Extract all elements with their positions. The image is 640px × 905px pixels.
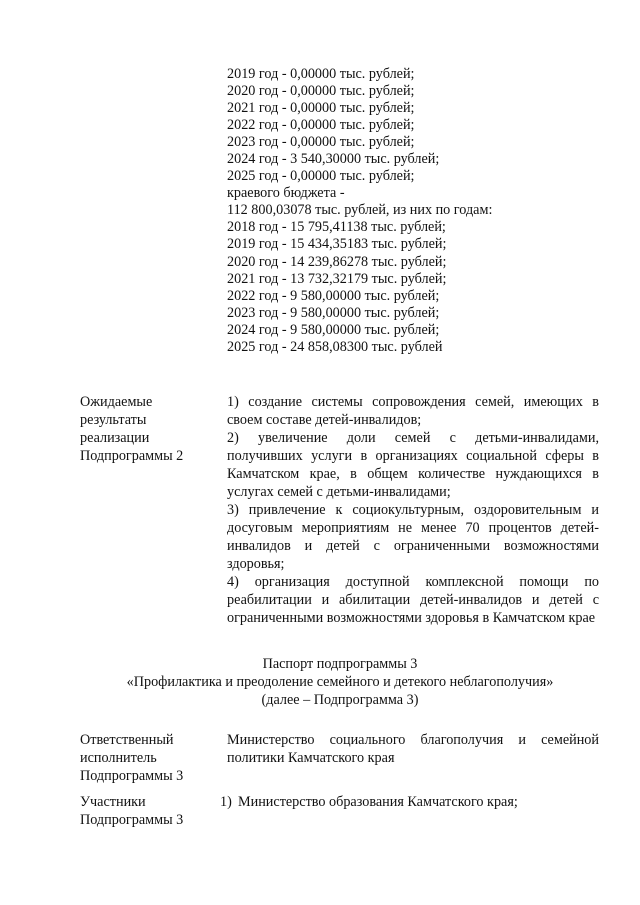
funding-line: краевого бюджета - [227,185,345,202]
funding-line: 2025 год - 24 858,08300 тыс. рублей [227,338,443,355]
funding-line: 2018 год - 15 795,41138 тыс. рублей; [227,219,446,236]
passport-subtitle: «Профилактика и преодоление семейного и детекого неблагополучия» [126,674,554,690]
responsible-executor-label: Ответственный исполнитель Подпрограммы 3 [80,732,184,784]
funding-line: 2023 год - 9 580,00000 тыс. рублей; [227,304,440,321]
funding-line: 2021 год - 13 732,32179 тыс. рублей; [227,270,447,287]
result-item: 4) организация доступной комплексной помощи по реабилитации и абилитации детей-инвалидов и детей с ограниченными возможностями здоровья в Камчатском крае [227,574,599,626]
expected-results-list [227,393,599,627]
funding-line: 2024 год - 3 540,30000 тыс. рублей; [227,151,440,168]
participant-item [220,793,592,811]
funding-breakdown [227,66,607,356]
funding-line: 2019 год - 0,00000 тыс. рублей; [227,66,415,82]
funding-line: 2020 год - 0,00000 тыс. рублей; [227,83,415,100]
funding-line: 2020 год - 14 239,86278 тыс. рублей; [227,253,447,270]
result-item: 3) привлечение к социокультурным, оздоровительным и досуговым мероприятиям не менее 70 процентов детей-инвалидов и детей с ограниченными возможностями здоровья; [227,502,599,572]
result-item: 2) увеличение доли семей с детьми-инвалидами, получивших услуги в организациях социальной сферы в Камчатском крае, в общем количестве нуждающихся в услугах семей с детьми-инвалидами; [227,430,599,500]
funding-line: 2022 год - 0,00000 тыс. рублей; [227,117,415,134]
participant-text: Министерство образования Камчатского края; [238,794,518,810]
responsible-executor-text: Министерство социального благополучия и семейной политики Камчатского края [227,732,599,766]
funding-line: 2021 год - 0,00000 тыс. рублей; [227,100,415,117]
passport-heading [80,655,600,709]
participants-label: Участники Подпрограммы 3 [80,794,184,828]
funding-line: 2024 год - 9 580,00000 тыс. рублей; [227,321,440,338]
participants-list [220,793,592,811]
funding-line: 2023 год - 0,00000 тыс. рублей; [227,134,415,151]
funding-line: 2022 год - 9 580,00000 тыс. рублей; [227,287,440,304]
funding-line: 2025 год - 0,00000 тыс. рублей; [227,168,415,185]
expected-results-label: Ожидаемые результаты реализации Подпрограммы 2 [80,394,184,464]
result-item: 1) создание системы сопровождения семей, имеющих в своем составе детей-инвалидов; [227,394,599,428]
funding-line: 112 800,03078 тыс. рублей, из них по годам: [227,202,493,219]
funding-line: 2019 год - 15 434,35183 тыс. рублей; [227,236,447,253]
passport-note: (далее – Подпрограмма 3) [261,692,419,708]
participant-number: 1) [220,794,232,810]
passport-title: Паспорт подпрограммы 3 [262,656,418,672]
